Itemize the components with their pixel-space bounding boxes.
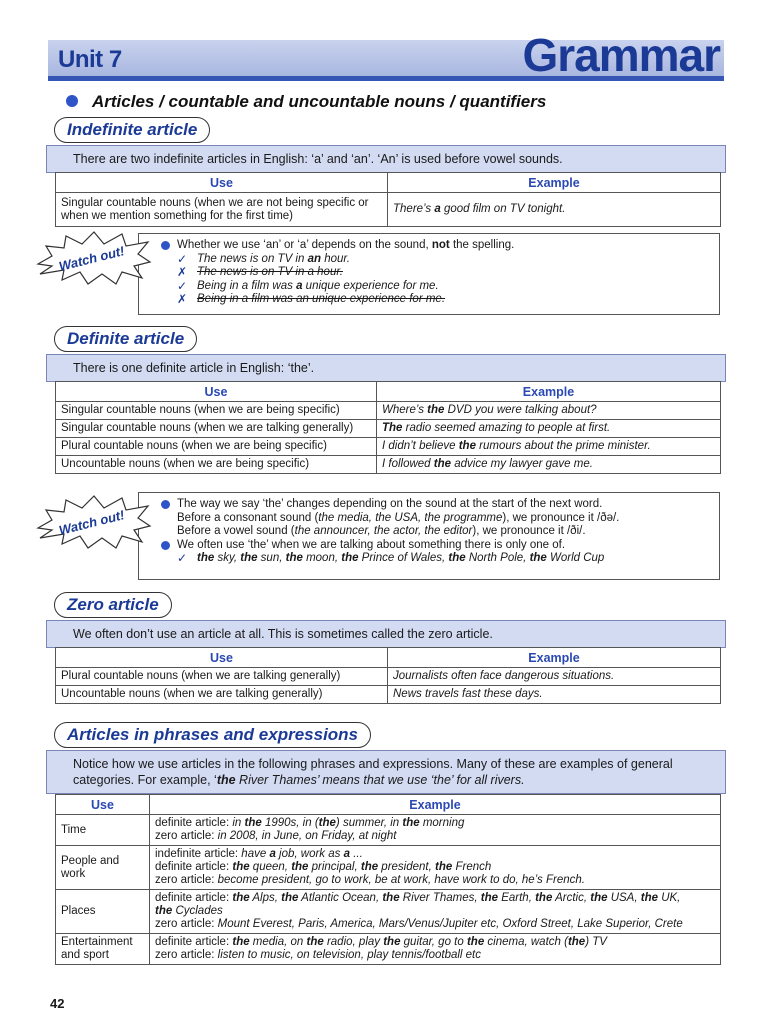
- use-cell: People and work: [56, 846, 150, 890]
- watch-examples: the media, the USA, the programme: [318, 511, 503, 524]
- example-text: Cyclades: [172, 905, 223, 917]
- example-line: [155, 830, 715, 843]
- article-word: the: [155, 905, 173, 917]
- example-line: [155, 817, 715, 830]
- table-header-row: [56, 173, 721, 193]
- check-icon: ✓: [177, 551, 188, 565]
- use-cell: Uncountable nouns (when we are talking generally): [56, 686, 388, 704]
- table-row: [56, 420, 721, 438]
- check-icon: ✓: [177, 278, 188, 293]
- watch-line: [161, 280, 709, 294]
- heading-definite-article: Definite article: [54, 326, 197, 352]
- example-text: North Pole,: [465, 552, 530, 564]
- example-text: I didn’t believe: [382, 440, 459, 452]
- bullet-icon: [161, 500, 170, 509]
- example-cell: [377, 438, 721, 456]
- watch-line: [161, 512, 709, 526]
- article-word: the: [341, 552, 359, 564]
- article-word: the: [383, 936, 401, 948]
- example-text: definite article:: [155, 861, 233, 873]
- use-cell: Places: [56, 890, 150, 934]
- example-text: There’s: [393, 203, 435, 215]
- watch-line: [161, 253, 709, 267]
- example-text: indefinite article:: [155, 848, 242, 860]
- example-text: have: [241, 848, 270, 860]
- article-word: the: [306, 936, 324, 948]
- watch-line: [161, 539, 709, 553]
- the-examples-list: [197, 552, 604, 564]
- article-word: the: [285, 552, 303, 564]
- example-text: USA,: [607, 892, 641, 904]
- example-text: definite article:: [155, 892, 233, 904]
- table-row: [56, 668, 721, 686]
- section-title: Grammar: [522, 29, 720, 81]
- article-word: a: [296, 279, 303, 292]
- example-text: I followed: [382, 458, 434, 470]
- page-subtitle: [66, 92, 546, 112]
- article-word: the: [240, 552, 258, 564]
- col-header-example: Example: [377, 382, 721, 402]
- example-text: in: [232, 817, 245, 829]
- example-text: ) TV: [585, 936, 607, 948]
- example-text: zero article:: [155, 830, 218, 842]
- zero-intro: We often don’t use an article at all. This is sometimes called the zero article.: [46, 620, 726, 648]
- watch-text: ), we pronounce it /ði/.: [472, 525, 586, 537]
- example-cell: [150, 890, 721, 934]
- example-text: Earth,: [498, 892, 536, 904]
- example-text: UK,: [658, 892, 681, 904]
- example-text: ) summer, in: [335, 817, 403, 829]
- article-word: the: [535, 892, 553, 904]
- example-line: [155, 949, 715, 962]
- example-text: definite article:: [155, 936, 233, 948]
- example-text: cinema, watch (: [484, 936, 568, 948]
- example-line: [155, 861, 715, 874]
- phrases-table: [55, 794, 721, 965]
- article-word: The: [382, 422, 403, 434]
- example-text: queen,: [249, 861, 292, 873]
- example-text: radio seemed amazing to people at first.: [402, 422, 611, 434]
- article-word: the: [291, 861, 309, 873]
- cross-icon: ✗: [177, 265, 188, 279]
- example-text: moon,: [302, 552, 342, 564]
- zero-table: [55, 647, 721, 704]
- table-row: [56, 438, 721, 456]
- article-word: the: [318, 817, 336, 829]
- indefinite-intro: There are two indefinite articles in English: ‘a’ and ‘an’. ‘An’ is used before vowel sounds.: [46, 145, 726, 173]
- example-text: good film on TV tonight.: [440, 203, 566, 215]
- article-word: the: [480, 892, 499, 904]
- watch-text: The news is on TV in: [197, 252, 308, 265]
- watch-examples: the announcer, the actor, the editor: [294, 525, 473, 537]
- example-text: become president, go to work, be at work, have work to do, he’s French.: [217, 874, 585, 886]
- subtitle-text: Articles / countable and uncountable nouns / quantifiers: [92, 92, 547, 111]
- article-word: the: [232, 892, 250, 904]
- example-cell: [150, 934, 721, 965]
- example-line: [155, 905, 715, 918]
- col-header-use: Use: [56, 795, 150, 815]
- watch-text: ), we pronounce it /ðə/.: [502, 511, 620, 524]
- article-word: the: [232, 936, 250, 948]
- table-header-row: [56, 382, 721, 402]
- example-text: advice my lawyer gave me.: [451, 458, 593, 470]
- example-line: [155, 874, 715, 887]
- article-word: a: [343, 848, 350, 860]
- example-text: DVD you were talking about?: [444, 404, 597, 416]
- use-cell: Singular countable nouns (when we are being specific): [56, 402, 377, 420]
- watch-text: hour.: [321, 252, 350, 265]
- col-header-use: Use: [56, 648, 388, 668]
- watch-text: Being in a film was: [197, 279, 297, 292]
- article-word: the: [567, 936, 586, 948]
- col-header-use: Use: [56, 173, 388, 193]
- example-text: zero article:: [155, 918, 218, 930]
- table-row: [56, 890, 721, 934]
- example-text: Arctic,: [552, 892, 591, 904]
- article-word: the: [529, 552, 547, 564]
- heading-zero-article: Zero article: [54, 592, 172, 618]
- example-text: president,: [378, 861, 436, 873]
- bullet-icon: [161, 241, 170, 250]
- intro-text: River Thames’ means that we use ‘the’ for all rivers.: [235, 773, 525, 787]
- example-cell: [150, 815, 721, 846]
- example-cell: [388, 193, 721, 227]
- example-line: [155, 892, 715, 905]
- bullet-icon: [66, 95, 78, 107]
- watch-text: Before a vowel sound (: [177, 525, 295, 537]
- use-cell: Uncountable nouns (when we are being specific): [56, 456, 377, 474]
- example-text: definite article:: [155, 817, 233, 829]
- article-word: the: [281, 892, 299, 904]
- watch-line: [161, 552, 709, 566]
- example-line: [155, 848, 715, 861]
- bullet-icon: [161, 541, 170, 550]
- article-word: the: [244, 817, 262, 829]
- col-header-use: Use: [56, 382, 377, 402]
- definite-watch-out-box: [138, 492, 720, 580]
- article-word: an: [307, 252, 321, 265]
- example-text: Where’s: [382, 404, 428, 416]
- example-text: sky,: [214, 552, 241, 564]
- article-word: the: [216, 773, 236, 787]
- example-text: zero article:: [155, 949, 218, 961]
- table-header-row: [56, 795, 721, 815]
- example-cell: Journalists often face dangerous situations.: [388, 668, 721, 686]
- example-cell: [377, 456, 721, 474]
- watch-text: unique experience for me.: [302, 279, 439, 292]
- watch-out-burst-icon: [34, 494, 152, 550]
- col-header-example: Example: [388, 648, 721, 668]
- page-number: 42: [50, 996, 65, 1011]
- table-row: [56, 456, 721, 474]
- heading-articles-in-phrases: Articles in phrases and expressions: [54, 722, 371, 748]
- table-row: [56, 815, 721, 846]
- article-word: the: [360, 861, 379, 873]
- watch-line: [161, 498, 709, 512]
- example-text: Atlantic Ocean,: [298, 892, 383, 904]
- use-cell: Singular countable nouns (when we are not being specific or when we mention something for the first time): [56, 193, 388, 227]
- example-line: [155, 918, 715, 931]
- watch-line: [161, 293, 709, 307]
- example-text: radio, play: [323, 936, 384, 948]
- article-word: the: [382, 892, 400, 904]
- watch-out-burst-icon: [34, 230, 152, 286]
- article-word: the: [640, 892, 658, 904]
- table-row: [56, 846, 721, 890]
- article-word: the: [402, 817, 420, 829]
- table-row: [56, 686, 721, 704]
- watch-out-label: Watch out!: [57, 507, 126, 538]
- watch-text: Before a consonant sound (: [177, 511, 319, 524]
- use-cell: Singular countable nouns (when we are talking generally): [56, 420, 377, 438]
- watch-text: We often use ‘the’ when we are talking about something there is only one of.: [177, 538, 566, 551]
- example-cell: [377, 420, 721, 438]
- watch-text: The news is on TV in a hour.: [197, 266, 343, 278]
- example-text: Prince of Wales,: [358, 552, 449, 564]
- example-text: guitar, go to: [400, 936, 467, 948]
- example-text: sun,: [257, 552, 286, 564]
- use-cell: Plural countable nouns (when we are talking generally): [56, 668, 388, 686]
- indefinite-table: [55, 172, 721, 227]
- example-line: [155, 936, 715, 949]
- table-row: [56, 193, 721, 227]
- check-icon: ✓: [177, 251, 188, 266]
- watch-text: Whether we use ‘an’ or ‘a’ depends on the sound,: [177, 239, 432, 251]
- use-cell: Time: [56, 815, 150, 846]
- example-text: Mount Everest, Paris, America, Mars/Venus/Jupiter etc, Oxford Street, Lake Superior, Crete: [217, 918, 683, 930]
- watch-out-label: Watch out!: [57, 243, 126, 274]
- article-word: the: [427, 404, 445, 416]
- example-text: zero article:: [155, 874, 218, 886]
- example-text: French: [452, 861, 492, 873]
- watch-text: the spelling.: [449, 239, 515, 251]
- intro-text: Notice how we use articles in the following phrases and expressions. Many of these are examples of general categories. For example, ‘: [73, 757, 673, 787]
- watch-line: [161, 239, 709, 253]
- example-text: 1990s, in (: [261, 817, 319, 829]
- definite-table: [55, 381, 721, 474]
- example-cell: [377, 402, 721, 420]
- example-text: principal,: [308, 861, 361, 873]
- example-text: World Cup: [546, 552, 605, 564]
- cross-icon: ✗: [177, 292, 188, 306]
- example-text: morning: [419, 817, 465, 829]
- example-text: listen to music, on television, play tennis/football etc: [217, 949, 482, 961]
- watch-text: Being in a film was an unique experience for me.: [197, 293, 446, 305]
- watch-line: [161, 266, 709, 280]
- watch-line: [161, 525, 709, 539]
- table-row: [56, 934, 721, 965]
- article-word: the: [435, 861, 453, 873]
- article-word: the: [458, 440, 476, 452]
- watch-text: The way we say ‘the’ changes depending on the sound at the start of the next word.: [177, 498, 603, 510]
- example-text: in 2008, in June, on Friday, at night: [217, 830, 397, 842]
- col-header-example: Example: [150, 795, 721, 815]
- table-row: [56, 402, 721, 420]
- article-word: the: [448, 552, 466, 564]
- example-text: media, on: [249, 936, 307, 948]
- article-word: the: [590, 892, 608, 904]
- article-word: a: [434, 203, 441, 215]
- phrases-intro: [46, 750, 726, 794]
- example-cell: [150, 846, 721, 890]
- example-text: River Thames,: [399, 892, 481, 904]
- article-word: the: [466, 936, 485, 948]
- example-text: rumours about the prime minister.: [475, 440, 651, 452]
- example-text: ...: [350, 848, 363, 860]
- example-text: Alps,: [249, 892, 282, 904]
- heading-indefinite-article: Indefinite article: [54, 117, 210, 143]
- unit-title: Unit 7: [58, 46, 122, 73]
- article-word: the: [433, 458, 452, 470]
- col-header-example: Example: [388, 173, 721, 193]
- use-cell: Plural countable nouns (when we are being specific): [56, 438, 377, 456]
- example-cell: News travels fast these days.: [388, 686, 721, 704]
- article-word: the: [197, 552, 215, 564]
- definite-intro: There is one definite article in English: ‘the’.: [46, 354, 726, 382]
- article-word: the: [232, 861, 250, 873]
- example-text: job, work as: [275, 848, 344, 860]
- indefinite-watch-out-box: [138, 233, 720, 315]
- article-word: a: [269, 848, 276, 860]
- watch-emphasis: not: [431, 239, 450, 251]
- use-cell: Entertainment and sport: [56, 934, 150, 965]
- table-header-row: [56, 648, 721, 668]
